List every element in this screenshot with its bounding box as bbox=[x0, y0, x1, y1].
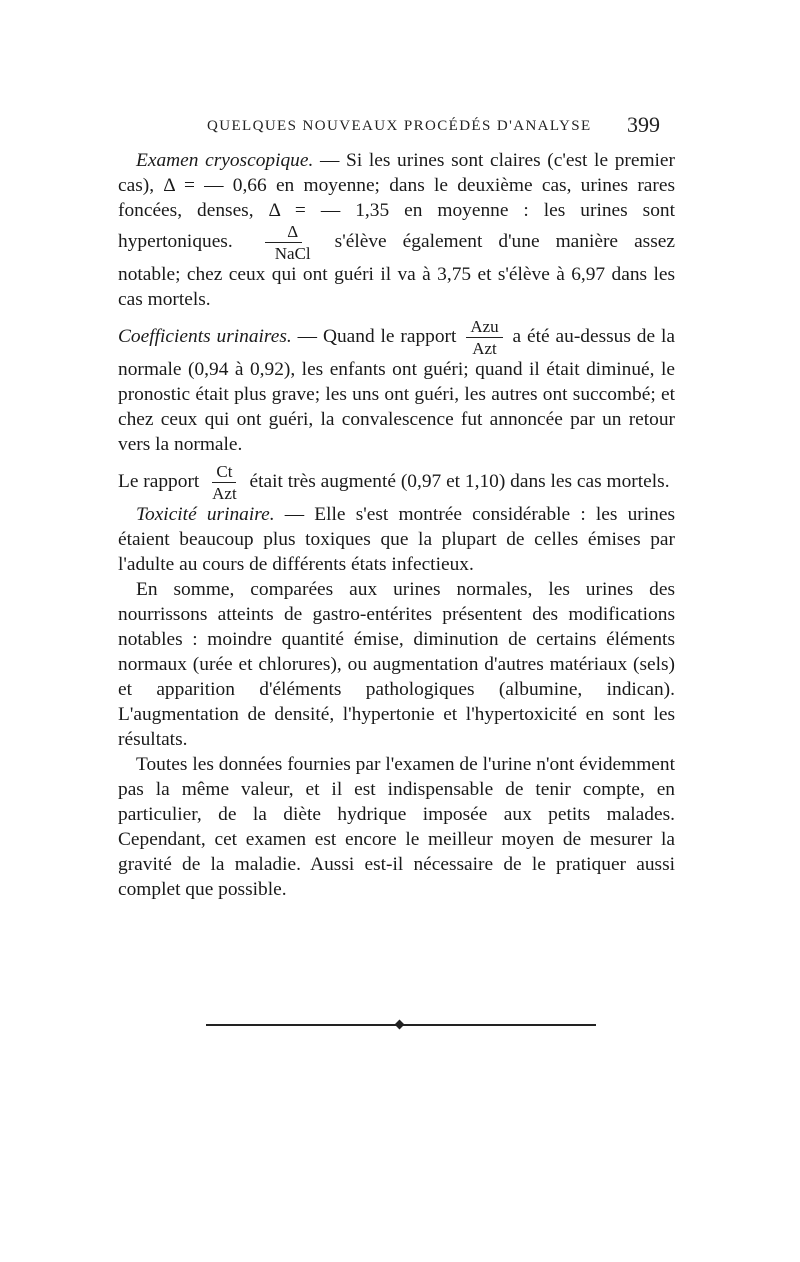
section-heading-cryoscopy: Examen cryoscopique. bbox=[136, 150, 314, 171]
fraction-ct-azt bbox=[208, 463, 241, 502]
fraction-denominator: NaCl bbox=[274, 244, 311, 263]
paragraph-text: En somme, comparées aux urines normales, les urines des nourrissons atteints de gastro-entérites présentent des modifications notables : moindre quantité émise, diminution de certains éléments normaux (urée et chlorures), ou augmentation d'autres matériaux (sels) et apparition d'éléments pathologiques (albumine, indican). L'augmentation de densité, l'hypertonie et l'hypertoxicité en sont les résultats. bbox=[118, 579, 675, 750]
paragraph-toxicity bbox=[118, 502, 675, 577]
running-title: QUELQUES NOUVEAUX PROCÉDÉS D'ANALYSE bbox=[207, 118, 592, 134]
paragraph-summary bbox=[118, 577, 675, 752]
paragraph-text: — Elle s'est montrée considérable : les urines étaient beaucoup plus toxiques que la plupart de celles émises par l'adulte au cours de différents états infectieux. bbox=[118, 504, 675, 575]
page-number: 399 bbox=[627, 112, 660, 137]
fraction-azu-azt bbox=[466, 318, 502, 357]
paragraph-text: — Quand le rapport bbox=[291, 325, 463, 347]
paragraph-text: Toutes les données fournies par l'examen de l'urine n'ont évidemment pas la même valeur, et il est indispensable de tenir compte, en particulier, de la diète hydrique imposée aux petits malades. Cependant, cet examen est encore le meilleur moyen de mesurer la gravité de la maladie. Aussi est-il nécessaire de le pratiquer aussi complet que possible. bbox=[118, 754, 675, 900]
paragraph-coefficients bbox=[118, 318, 675, 457]
paragraph-text: — Si les urines sont claires (c'est le premier cas), Δ = — 0,66 en moyenne; dans le deuxième cas, urines rares foncées, denses, Δ = — 1,35 en moyenne : les urines sont hypertoniques. bbox=[118, 150, 675, 252]
fraction-denominator: Azt bbox=[212, 484, 237, 503]
paragraph-text: Le rapport bbox=[118, 470, 205, 492]
fraction-delta-nacl bbox=[253, 223, 315, 262]
paragraph-text: était très augmenté (0,97 et 1,10) dans les cas mortels. bbox=[244, 470, 670, 492]
fraction-numerator: Δ bbox=[265, 223, 302, 243]
fraction-numerator: Ct bbox=[212, 463, 236, 483]
page-body bbox=[118, 148, 675, 902]
fraction-numerator: Azu bbox=[466, 318, 502, 338]
paragraph-ratio bbox=[118, 463, 675, 502]
section-heading-coefficients: Coefficients urinaires. bbox=[118, 325, 292, 347]
paragraph-text: s'élève également d'une manière assez notable; chez ceux qui ont guéri il va à 3,75 et s'élève à 6,97 dans les cas mortels. bbox=[118, 230, 675, 310]
running-head bbox=[0, 112, 800, 142]
paragraph-text: a été au-dessus de la normale (0,94 à 0,92), les enfants ont guéri; quand il était diminué, le pronostic était plus grave; les uns ont guéri, les autres ont succombé; et chez ceux qui ont guéri, la convalescence fut annoncée par un retour vers la normale. bbox=[118, 325, 675, 455]
section-heading-toxicity: Toxicité urinaire. bbox=[136, 504, 275, 525]
end-ornament-rule bbox=[206, 1020, 596, 1030]
diamond-ornament-icon bbox=[395, 1020, 405, 1030]
fraction-denominator: Azt bbox=[472, 339, 497, 358]
paragraph-cryoscopy bbox=[118, 148, 675, 312]
paragraph-conclusion bbox=[118, 752, 675, 902]
